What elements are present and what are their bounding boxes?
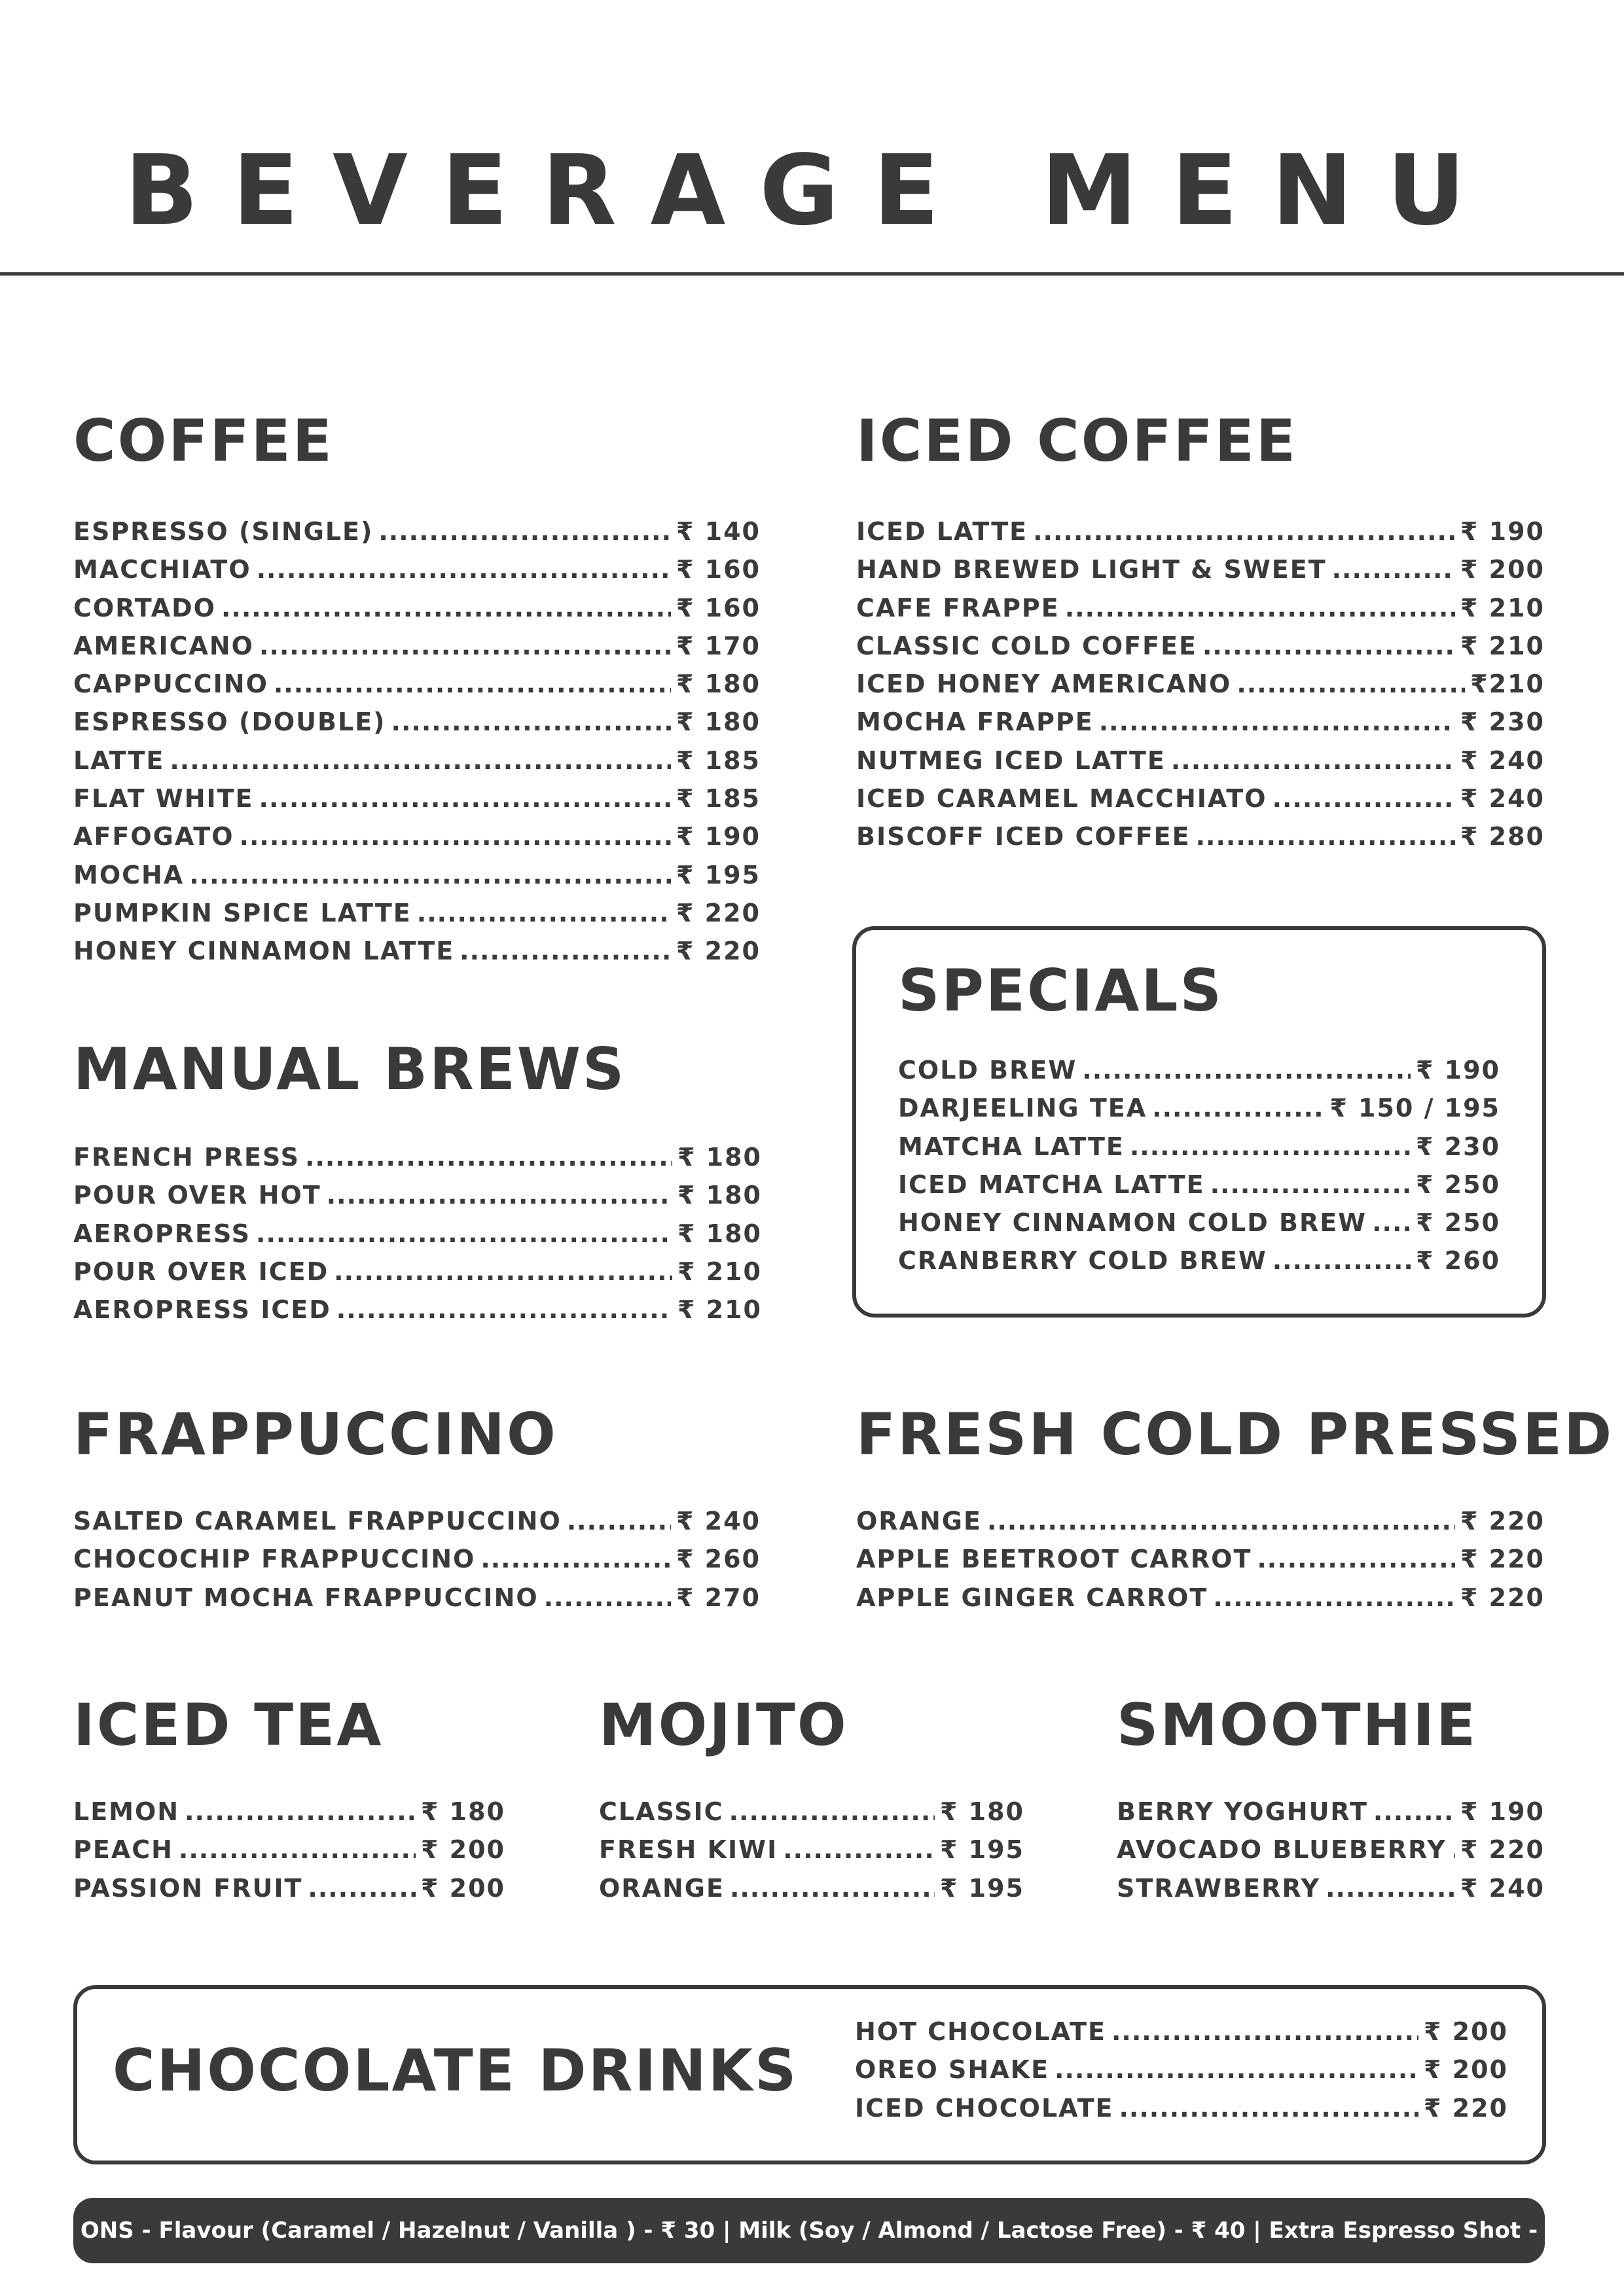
section-heading: ICED TEA: [73, 1691, 384, 1759]
menu-list: [73, 1143, 762, 1333]
item-price: ₹ 185: [676, 745, 761, 775]
section-frappuccino: [73, 1401, 761, 1621]
menu-item: [73, 1181, 762, 1219]
dot-leader: [987, 1507, 1455, 1535]
item-price: ₹ 200: [1460, 555, 1545, 584]
menu-list: [856, 1507, 1545, 1621]
menu-item: [73, 1583, 761, 1621]
dot-leader: [480, 1545, 671, 1573]
menu-item: [856, 746, 1545, 784]
item-price: ₹ 240: [1460, 745, 1545, 775]
menu-item: [856, 670, 1545, 708]
dot-leader: [1210, 1170, 1411, 1199]
menu-item: [898, 1056, 1500, 1094]
section-chocolate-drinks: [855, 2017, 1508, 2132]
section-iced-tea: [73, 1691, 505, 1912]
dot-leader: [185, 1797, 416, 1826]
item-name: PASSION FRUIT: [73, 1873, 303, 1903]
dot-leader: [179, 1835, 416, 1864]
item-name: ICED LATTE: [856, 517, 1028, 546]
menu-item: [856, 1507, 1545, 1545]
item-price: ₹ 160: [676, 555, 761, 584]
dot-leader: [1326, 1874, 1455, 1903]
item-name: CHOCOCHIP FRAPPUCCINO: [73, 1545, 476, 1574]
item-price: ₹ 200: [1424, 2017, 1508, 2046]
item-name: APPLE GINGER CARROT: [856, 1583, 1208, 1612]
menu-item: [855, 2094, 1508, 2132]
dot-leader: [729, 1797, 935, 1826]
menu-item: [73, 708, 761, 745]
dot-leader: [240, 822, 671, 851]
addons-banner: ADD ONS - Flavour (Caramel / Hazelnut / Vanilla ) - ₹ 30 | Milk (Soy / Almond / Lactose Free) - ₹ 40 | Extra Espresso Shot - ₹ 50: [73, 2198, 1545, 2263]
item-price: ₹ 180: [677, 1143, 762, 1172]
item-price: ₹ 280: [1460, 822, 1545, 852]
dot-leader: [391, 708, 671, 736]
dot-leader: [1055, 2055, 1418, 2084]
menu-item: [73, 555, 761, 593]
dot-leader: [1372, 1208, 1411, 1237]
menu-item: [855, 2017, 1508, 2055]
dot-leader: [189, 861, 671, 889]
item-name: FRENCH PRESS: [73, 1143, 300, 1172]
item-name: ORANGE: [599, 1873, 725, 1903]
section-heading: COFFEE: [73, 407, 334, 475]
menu-item: [73, 517, 761, 555]
section-heading: MOJITO: [599, 1691, 848, 1759]
section-heading: FRAPPUCCINO: [73, 1401, 558, 1468]
item-name: ESPRESSO (DOUBLE): [73, 708, 386, 737]
dot-leader: [1111, 2017, 1418, 2046]
item-name: SALTED CARAMEL FRAPPUCCINO: [73, 1507, 562, 1535]
section-manual-brews: [73, 1035, 762, 1333]
item-name: BERRY YOGHURT: [1117, 1797, 1368, 1826]
item-price: ₹ 230: [1416, 1132, 1500, 1161]
item-price: ₹ 210: [1460, 593, 1545, 622]
menu-item: [73, 1257, 762, 1295]
menu-item: [856, 517, 1545, 555]
menu-list: [73, 1797, 505, 1912]
chocolate-drinks-heading-wrap: [113, 2037, 833, 2104]
menu-item: [898, 1132, 1500, 1170]
menu-item: [599, 1874, 1024, 1912]
item-name: ICED HONEY AMERICANO: [856, 670, 1232, 699]
item-price: ₹ 190: [1460, 517, 1545, 546]
item-price: ₹ 180: [676, 708, 761, 737]
dot-leader: [221, 594, 671, 622]
dot-leader: [274, 670, 671, 698]
item-name: POUR OVER HOT: [73, 1181, 321, 1210]
item-name: ICED CARAMEL MACCHIATO: [856, 784, 1267, 814]
item-name: FLAT WHITE: [73, 784, 254, 814]
dot-leader: [1257, 1545, 1455, 1573]
item-price: ₹ 150 / 195: [1329, 1094, 1500, 1123]
item-name: ORANGE: [856, 1507, 982, 1535]
item-name: AVOCADO BLUEBERRY: [1117, 1835, 1447, 1865]
item-price: ₹ 240: [1460, 1873, 1545, 1903]
item-price: ₹ 260: [1416, 1246, 1500, 1276]
item-price: ₹ 170: [676, 631, 761, 660]
menu-item: [856, 632, 1545, 670]
menu-list: [599, 1797, 1024, 1912]
menu-item: [1117, 1835, 1545, 1873]
menu-item: [73, 1545, 761, 1583]
menu-item: [856, 1545, 1545, 1583]
menu-item: [856, 594, 1545, 632]
item-name: FRESH KIWI: [599, 1835, 778, 1865]
item-name: ICED MATCHA LATTE: [898, 1170, 1205, 1199]
item-price: ₹ 200: [421, 1873, 505, 1903]
item-price: ₹ 230: [1460, 708, 1545, 737]
dot-leader: [1213, 1583, 1455, 1612]
dot-leader: [783, 1835, 935, 1864]
section-specials: [898, 957, 1500, 1285]
menu-list: [73, 517, 761, 975]
item-name: HAND BREWED LIGHT & SWEET: [856, 555, 1327, 584]
item-price: ₹ 195: [676, 860, 761, 889]
menu-item: [73, 1143, 762, 1181]
menu-item: [73, 1874, 505, 1912]
item-price: ₹ 250: [1416, 1170, 1500, 1199]
item-name: AEROPRESS ICED: [73, 1295, 331, 1325]
item-name: AFFOGATO: [73, 822, 234, 852]
dot-leader: [257, 555, 671, 584]
item-price: ₹ 220: [1424, 2093, 1508, 2123]
dot-leader: [259, 784, 671, 813]
item-name: LATTE: [73, 745, 165, 775]
menu-item: [73, 822, 761, 860]
item-name: PEACH: [73, 1835, 173, 1865]
item-name: POUR OVER ICED: [73, 1257, 329, 1286]
menu-item: [898, 1208, 1500, 1246]
menu-item: [855, 2055, 1508, 2093]
item-price: ₹ 190: [1416, 1056, 1500, 1085]
dot-leader: [1171, 746, 1455, 775]
item-price: ₹ 250: [1416, 1208, 1500, 1238]
menu-item: [73, 1835, 505, 1873]
menu-item: [73, 1797, 505, 1835]
item-price: ₹ 180: [677, 1181, 762, 1210]
menu-item: [898, 1094, 1500, 1132]
item-name: MOCHA FRAPPE: [856, 708, 1094, 737]
menu-item: [599, 1797, 1024, 1835]
menu-item: [73, 1219, 762, 1257]
item-price: ₹ 260: [676, 1545, 761, 1574]
dot-leader: [308, 1874, 416, 1903]
item-price: ₹ 190: [1460, 1797, 1545, 1826]
menu-list: [855, 2017, 1508, 2132]
dot-leader: [1332, 555, 1455, 584]
section-mojito: [599, 1691, 1024, 1912]
item-price: ₹ 210: [677, 1295, 762, 1325]
item-name: STRAWBERRY: [1117, 1873, 1321, 1903]
item-price: ₹ 195: [940, 1835, 1024, 1865]
menu-item: [73, 784, 761, 822]
item-name: CAPPUCCINO: [73, 670, 268, 699]
title-divider: [0, 272, 1624, 276]
item-name: CORTADO: [73, 593, 216, 622]
menu-item: [1117, 1874, 1545, 1912]
item-price: ₹ 160: [676, 593, 761, 622]
dot-leader: [567, 1507, 671, 1535]
item-name: MACCHIATO: [73, 555, 251, 584]
item-name: ICED CHOCOLATE: [855, 2093, 1114, 2123]
section-heading: CHOCOLATE DRINKS: [113, 2037, 799, 2104]
menu-item: [856, 555, 1545, 593]
item-price: ₹ 220: [1460, 1583, 1545, 1612]
dot-leader: [730, 1874, 935, 1903]
section-heading: ICED COFFEE: [856, 407, 1297, 475]
dot-leader: [1236, 670, 1465, 698]
item-name: DARJEELING TEA: [898, 1094, 1147, 1123]
dot-leader: [378, 517, 671, 546]
dot-leader: [544, 1583, 671, 1612]
dot-leader: [1152, 1094, 1324, 1122]
menu-list: [73, 1507, 761, 1621]
item-price: ₹ 190: [676, 822, 761, 852]
item-name: NUTMEG ICED LATTE: [856, 745, 1166, 775]
dot-leader: [1033, 517, 1455, 546]
item-price: ₹ 200: [421, 1835, 505, 1865]
dot-leader: [327, 1181, 672, 1210]
dot-leader: [170, 746, 671, 775]
section-smoothie: [1117, 1691, 1545, 1912]
menu-item: [73, 594, 761, 632]
dot-leader: [256, 1219, 672, 1248]
menu-item: [856, 708, 1545, 745]
dot-leader: [460, 937, 671, 965]
section-heading: FRESH COLD PRESSED: [856, 1401, 1614, 1468]
dot-leader: [1119, 2094, 1419, 2123]
item-name: BISCOFF ICED COFFEE: [856, 822, 1191, 852]
item-price: ₹ 200: [1424, 2055, 1508, 2085]
menu-item: [856, 822, 1545, 860]
item-price: ₹ 240: [676, 1507, 761, 1535]
dot-leader: [417, 899, 671, 927]
item-price: ₹ 220: [1460, 1835, 1545, 1865]
menu-item: [73, 1295, 762, 1333]
dot-leader: [1099, 708, 1455, 736]
dot-leader: [259, 632, 671, 660]
dot-leader: [1272, 784, 1455, 813]
dot-leader: [334, 1257, 672, 1286]
item-price: ₹ 180: [676, 670, 761, 699]
dot-leader: [1082, 1056, 1411, 1085]
item-name: HOT CHOCOLATE: [855, 2017, 1106, 2046]
menu-item: [73, 861, 761, 899]
item-price: ₹ 210: [677, 1257, 762, 1286]
item-price: ₹ 220: [676, 937, 761, 966]
item-name: HONEY CINNAMON COLD BREW: [898, 1208, 1367, 1238]
item-name: PUMPKIN SPICE LATTE: [73, 898, 412, 927]
menu-item: [73, 670, 761, 708]
dot-leader: [1272, 1246, 1411, 1275]
dot-leader: [305, 1143, 672, 1172]
menu-item: [73, 632, 761, 670]
section-heading: SPECIALS: [898, 957, 1223, 1024]
menu-item: [898, 1246, 1500, 1284]
dot-leader: [1452, 1835, 1455, 1864]
item-price: ₹ 140: [676, 517, 761, 546]
item-name: PEANUT MOCHA FRAPPUCCINO: [73, 1583, 539, 1612]
section-fresh-cold-pressed: [856, 1401, 1614, 1621]
item-name: CLASSIC COLD COFFEE: [856, 631, 1197, 660]
section-heading: SMOOTHIE: [1117, 1691, 1478, 1759]
dot-leader: [336, 1295, 672, 1324]
item-price: ₹ 180: [421, 1797, 505, 1826]
menu-item: [898, 1170, 1500, 1208]
dot-leader: [1196, 822, 1455, 851]
dot-leader: [1065, 594, 1455, 622]
menu-item: [599, 1835, 1024, 1873]
item-price: ₹ 195: [940, 1873, 1024, 1903]
item-name: AMERICANO: [73, 631, 254, 660]
item-name: APPLE BEETROOT CARROT: [856, 1545, 1252, 1574]
item-price: ₹ 220: [1460, 1545, 1545, 1574]
menu-list: [898, 1056, 1500, 1285]
section-heading: MANUAL BREWS: [73, 1035, 626, 1103]
item-name: ESPRESSO (SINGLE): [73, 517, 374, 546]
item-price: ₹ 180: [677, 1219, 762, 1248]
item-name: LEMON: [73, 1797, 180, 1826]
item-name: MOCHA: [73, 860, 185, 889]
item-name: OREO SHAKE: [855, 2055, 1050, 2085]
dot-leader: [1130, 1132, 1411, 1161]
menu-item: [856, 784, 1545, 822]
item-price: ₹ 270: [676, 1583, 761, 1612]
menu-item: [856, 1583, 1545, 1621]
dot-leader: [1202, 632, 1455, 660]
item-price: ₹ 185: [676, 784, 761, 814]
item-name: HONEY CINNAMON LATTE: [73, 937, 455, 966]
section-coffee: [73, 407, 761, 975]
menu-item: [73, 746, 761, 784]
item-price: ₹ 240: [1460, 784, 1545, 814]
item-price: ₹ 220: [1460, 1507, 1545, 1535]
section-iced-coffee: [856, 407, 1545, 861]
item-price: ₹ 210: [1460, 631, 1545, 660]
menu-item: [73, 937, 761, 975]
item-name: AEROPRESS: [73, 1219, 251, 1248]
menu-item: [1117, 1797, 1545, 1835]
item-price: ₹210: [1470, 670, 1545, 699]
item-name: CLASSIC: [599, 1797, 724, 1826]
item-name: MATCHA LATTE: [898, 1132, 1125, 1161]
menu-item: [73, 1507, 761, 1545]
dot-leader: [1373, 1797, 1455, 1826]
menu-item: [73, 899, 761, 937]
menu-list: [1117, 1797, 1545, 1912]
item-name: CAFE FRAPPE: [856, 593, 1060, 622]
item-name: CRANBERRY COLD BREW: [898, 1246, 1267, 1276]
item-name: COLD BREW: [898, 1056, 1077, 1085]
item-price: ₹ 180: [940, 1797, 1024, 1826]
page-title: BEVERAGE MENU: [124, 134, 1500, 247]
menu-list: [856, 517, 1545, 861]
item-price: ₹ 220: [676, 898, 761, 927]
